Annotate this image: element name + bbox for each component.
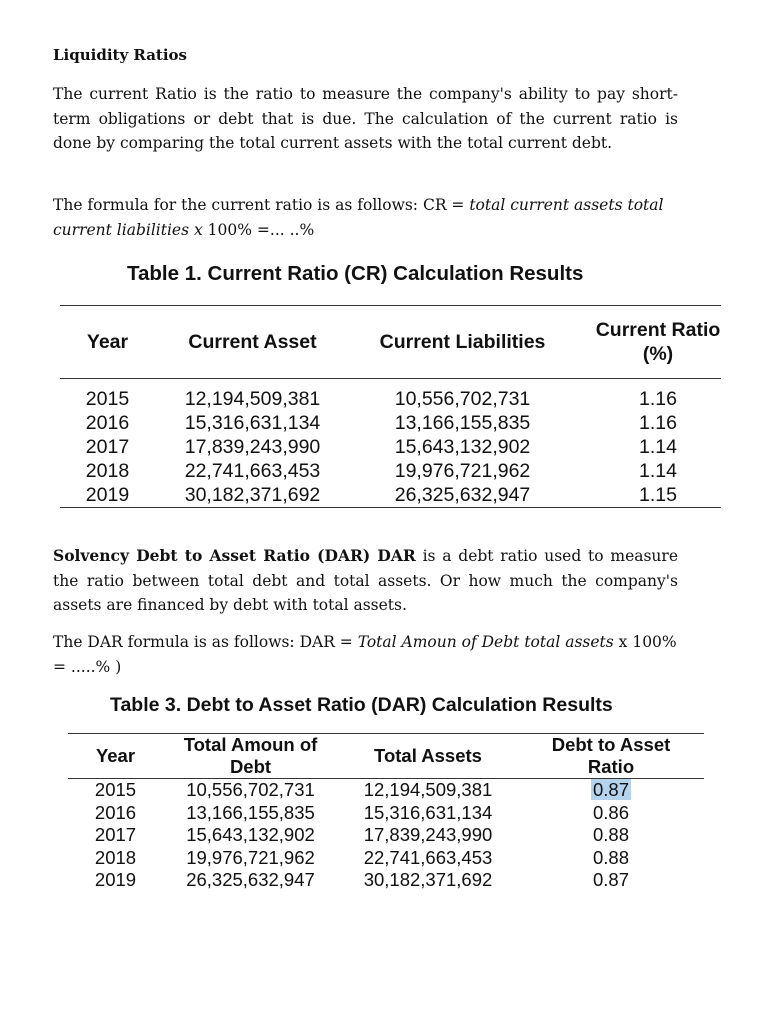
cell-dar: 0.87	[592, 869, 629, 891]
table-header-row	[68, 734, 704, 779]
dar-formula	[53, 630, 683, 679]
column-header-year: Year	[60, 306, 155, 379]
cell-current-asset: 22,741,663,453	[184, 460, 321, 482]
table3-caption: Table 3. Debt to Asset Ratio (DAR) Calculation Results	[110, 694, 613, 716]
cell-year: 2018	[94, 846, 137, 868]
cell-total-assets: 30,182,371,692	[363, 869, 493, 891]
cell-year: 2015	[85, 388, 130, 410]
cell-current-ratio: 1.16	[639, 388, 677, 410]
table-row	[60, 387, 721, 411]
cell-current-liabilities: 19,976,721,962	[394, 460, 531, 482]
table-row	[60, 483, 721, 508]
column-header-year: Year	[68, 734, 163, 779]
cell-total-assets: 15,316,631,134	[363, 801, 493, 823]
liquidity-paragraph: The current Ratio is the ratio to measure the company's ability to pay short-term obligations or debt that is due. The calculation of the current ratio is done by comparing the total current assets with the total current debt.	[53, 85, 678, 152]
cell-total-debt: 10,556,702,731	[186, 779, 315, 800]
solvency-text: is a debt ratio used to measure the ratio between total debt and total assets. Or how much the company's assets are financed by debt with total assets.	[53, 547, 678, 614]
dar-table	[68, 733, 704, 892]
cell-current-ratio: 1.15	[639, 484, 677, 506]
formula-tail: 100% =... ..%	[202, 220, 315, 239]
cell-current-ratio: 1.16	[639, 412, 677, 434]
formula-italic: Total Amoun of Debt total assets	[357, 633, 614, 651]
cell-total-assets: 17,839,243,990	[363, 824, 493, 846]
cell-current-liabilities: 26,325,632,947	[394, 484, 531, 506]
table-row	[68, 779, 704, 802]
cell-year: 2019	[94, 869, 137, 891]
cell-total-debt: 19,976,721,962	[186, 846, 315, 868]
cell-current-liabilities: 10,556,702,731	[394, 388, 531, 410]
cell-dar: 0.88	[592, 846, 629, 868]
column-header-current-asset: Current Asset	[155, 306, 350, 379]
table-row	[68, 802, 704, 825]
cell-current-ratio: 1.14	[639, 436, 677, 458]
cell-current-asset: 12,194,509,381	[184, 388, 321, 410]
cell-current-asset: 30,182,371,692	[184, 484, 321, 506]
cell-total-debt: 13,166,155,835	[186, 801, 315, 823]
cell-total-debt: 26,325,632,947	[186, 869, 315, 891]
current-ratio-table	[60, 305, 721, 508]
table-row	[60, 459, 721, 483]
cell-dar	[518, 779, 704, 802]
formula-tail: x 100% = .....% )	[53, 633, 677, 676]
solvency-lead: Solvency Debt to Asset Ratio (DAR) DAR	[53, 546, 416, 565]
table1-caption: Table 1. Current Ratio (CR) Calculation Results	[127, 262, 584, 285]
table-row	[68, 869, 704, 892]
table-row	[60, 435, 721, 459]
column-header-dar: Debt to Asset Ratio	[518, 734, 704, 779]
solvency-paragraph	[53, 544, 678, 618]
table-row	[68, 847, 704, 870]
cell-current-liabilities: 15,643,132,902	[394, 436, 531, 458]
column-header-current-ratio: Current Ratio (%)	[575, 306, 721, 379]
column-header-total-assets: Total Assets	[338, 734, 518, 779]
formula-intro: The DAR formula is as follows: DAR =	[53, 633, 358, 651]
cell-year: 2016	[94, 801, 137, 823]
cell-dar: 0.86	[592, 801, 629, 823]
cell-current-liabilities: 13,166,155,835	[394, 412, 531, 434]
table-row	[68, 824, 704, 847]
table-header-row	[60, 306, 721, 379]
cell-year: 2019	[85, 484, 130, 506]
cell-year: 2018	[85, 460, 130, 482]
formula-italic: total current assets total current liabilities x	[53, 196, 664, 239]
cell-current-asset: 15,316,631,134	[184, 412, 321, 434]
cell-total-debt: 15,643,132,902	[186, 824, 315, 846]
formula-intro: The formula for the current ratio is as follows: CR =	[53, 196, 470, 214]
cell-current-asset: 17,839,243,990	[184, 436, 321, 458]
cell-year: 2016	[85, 412, 130, 434]
section-heading-liquidity: Liquidity Ratios	[53, 46, 187, 64]
current-ratio-formula	[53, 193, 693, 242]
cell-current-ratio: 1.14	[639, 460, 677, 482]
highlighted-value: 0.87	[592, 779, 629, 800]
cell-year: 2015	[94, 779, 137, 800]
column-header-total-debt: Total Amoun of Debt	[163, 734, 338, 779]
cell-dar: 0.88	[592, 824, 629, 846]
cell-year: 2017	[85, 436, 130, 458]
cell-total-assets: 22,741,663,453	[363, 846, 493, 868]
cell-total-assets: 12,194,509,381	[363, 779, 493, 800]
cell-year: 2017	[94, 824, 137, 846]
column-header-current-liabilities: Current Liabilities	[350, 306, 575, 379]
table-row	[60, 411, 721, 435]
